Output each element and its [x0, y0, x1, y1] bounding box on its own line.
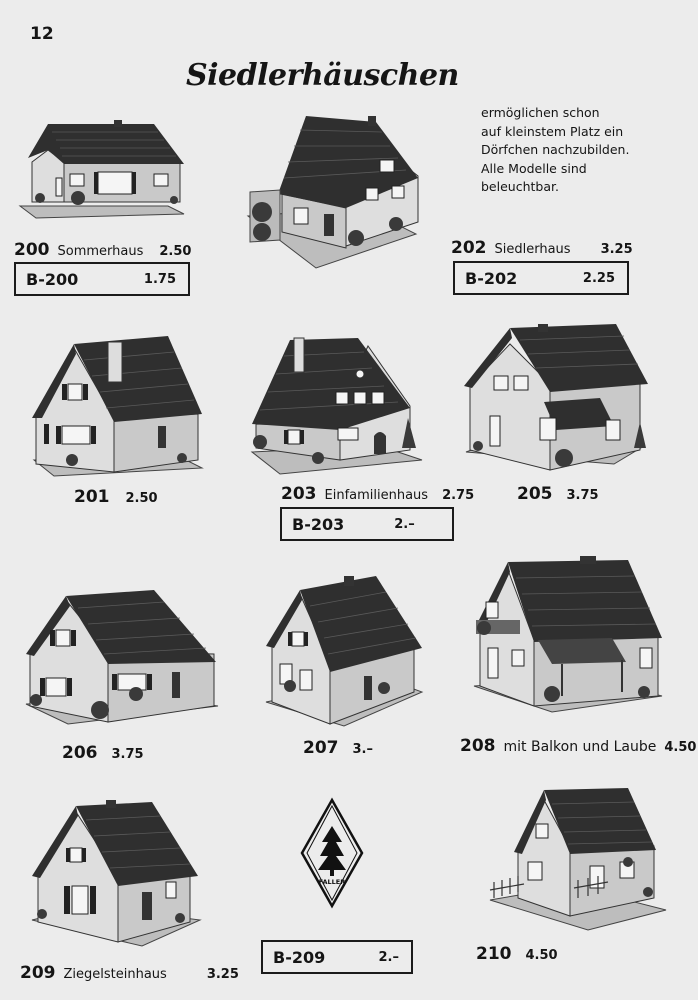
house-208-image [472, 556, 664, 716]
house-205-image [464, 322, 650, 478]
product-205-caption [517, 484, 599, 504]
product-203-caption [281, 484, 474, 504]
intro-text [481, 104, 671, 197]
product-price: 2.50 [159, 244, 192, 259]
product-202-caption [451, 238, 633, 258]
product-price: 2.50 [125, 491, 158, 506]
fir-tree-diamond-logo-icon [300, 798, 364, 908]
product-name: mit Balkon und Laube [503, 739, 657, 755]
product-price: 3.75 [566, 488, 599, 503]
product-name: Sommerhaus [57, 244, 144, 259]
kit-price: 1.75 [143, 271, 176, 287]
product-number: 210 [476, 944, 512, 964]
product-number: 209 [20, 963, 56, 983]
kit-code: B-202 [465, 268, 518, 288]
kit-code: B-203 [292, 514, 345, 534]
product-number: 200 [14, 240, 50, 260]
product-200-caption [14, 240, 191, 260]
intro-line: Dörfchen nachzubilden. [481, 142, 630, 157]
product-price: 3.25 [206, 967, 239, 982]
page-title: Siedlerhäuschen [186, 58, 459, 93]
kit-code: B-209 [273, 947, 326, 967]
product-number: 205 [517, 484, 553, 504]
product-209-caption [20, 963, 239, 983]
kit-b203-box [280, 507, 454, 541]
page-number: 12 [30, 24, 54, 44]
product-number: 208 [460, 736, 496, 756]
product-210-caption [476, 944, 558, 964]
kit-price: 2.25 [582, 270, 615, 286]
product-number: 201 [74, 487, 110, 507]
product-201-caption [74, 487, 158, 507]
product-number: 206 [62, 743, 98, 763]
kit-b200-box [14, 262, 190, 296]
house-201-image [32, 334, 204, 482]
kit-b209-box [261, 940, 413, 974]
intro-line: auf kleinstem Platz ein [481, 123, 624, 139]
house-200-image [18, 118, 188, 222]
house-202-image [246, 112, 422, 272]
product-price: 4.50 [664, 740, 697, 755]
product-price: 3.– [352, 742, 373, 757]
product-207-caption [303, 738, 373, 758]
house-210-image [488, 786, 668, 936]
product-number: 207 [303, 738, 339, 758]
intro-line: ermöglichen schon [481, 105, 600, 120]
product-name: Ziegelsteinhaus [63, 967, 167, 982]
house-209-image [30, 798, 202, 950]
product-price: 4.50 [525, 948, 558, 963]
logo-text: FALLER [318, 878, 346, 886]
house-206-image [24, 588, 220, 730]
product-name: Siedlerhaus [494, 242, 571, 257]
intro-line: Alle Modelle sind [481, 160, 587, 176]
house-203-image [250, 336, 426, 478]
product-206-caption [62, 743, 144, 763]
product-price: 2.75 [442, 488, 475, 503]
product-price: 3.25 [600, 242, 633, 257]
product-price: 3.75 [111, 747, 144, 762]
intro-line: beleuchtbar. [481, 179, 559, 194]
product-number: 202 [451, 238, 487, 258]
kit-code: B-200 [26, 269, 79, 289]
kit-price: 2.– [378, 949, 399, 965]
product-208-caption [460, 736, 696, 756]
product-name: Einfamilienhaus [324, 488, 429, 503]
product-number: 203 [281, 484, 317, 504]
kit-b202-box [453, 261, 629, 295]
house-207-image [264, 574, 424, 730]
kit-price: 2.– [394, 516, 415, 532]
